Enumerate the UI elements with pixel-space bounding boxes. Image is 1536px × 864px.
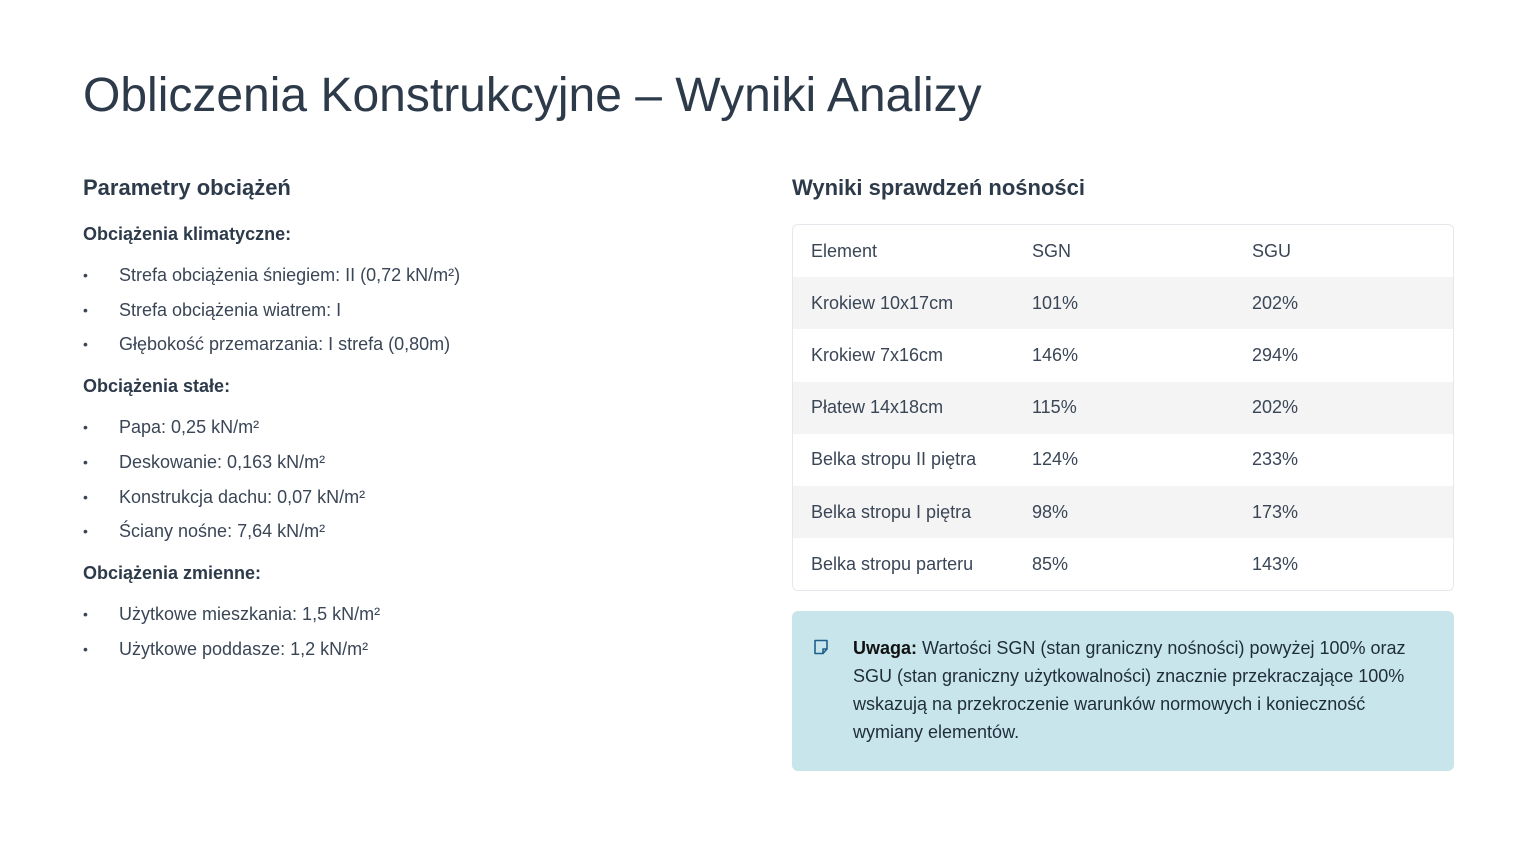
table-row [793, 486, 1453, 538]
climatic-loads-heading: Obciążenia klimatyczne: [83, 224, 292, 244]
table-row [793, 538, 1453, 590]
list-item-text: Strefa obciążenia wiatrem: I [119, 299, 342, 320]
table-row [793, 382, 1453, 434]
cell-sgu: 173% [1252, 501, 1299, 522]
table-row [793, 277, 1453, 329]
cell-element: Belka stropu II piętra [811, 449, 977, 470]
capacity-results-section [792, 170, 1454, 771]
cell-element: Płatew 14x18cm [811, 397, 944, 418]
page-title: Obliczenia Konstrukcyjne – Wyniki Analizy [83, 69, 982, 122]
column-header-element: Element [811, 240, 878, 261]
permanent-loads-heading: Obciążenia stałe: [83, 376, 231, 397]
cell-sgn: 101% [1032, 292, 1079, 313]
column-header-sgn: SGN [1032, 240, 1072, 261]
note-label: Uwaga: [853, 638, 918, 659]
cell-sgu: 233% [1252, 449, 1299, 470]
permanent-loads-list [83, 410, 723, 549]
column-header-sgu: SGU [1252, 240, 1292, 261]
cell-sgn: 124% [1032, 449, 1079, 470]
climatic-loads-list [83, 258, 723, 362]
list-item-text: Deskowanie: 0,163 kN/m² [119, 451, 326, 472]
cell-sgu: 202% [1252, 397, 1299, 418]
bullet-icon: • [83, 605, 88, 622]
warning-note [792, 611, 1454, 771]
cell-sgn: 98% [1032, 501, 1069, 522]
list-item [83, 327, 723, 362]
load-parameters-section [83, 170, 723, 676]
list-item [83, 445, 723, 480]
list-item [83, 632, 723, 667]
list-item [83, 597, 723, 632]
list-item-text: Użytkowe mieszkania: 1,5 kN/m² [119, 603, 381, 624]
list-item-text: Papa: 0,25 kN/m² [119, 417, 260, 438]
list-item [83, 293, 723, 328]
table-row [793, 329, 1453, 381]
cell-sgu: 294% [1252, 344, 1299, 365]
list-item [83, 514, 723, 549]
cell-element: Belka stropu I piętra [811, 501, 972, 522]
variable-loads-heading: Obciążenia zmienne: [83, 562, 262, 583]
table-header-row [793, 225, 1453, 277]
bullet-icon: • [83, 640, 88, 657]
cell-element: Belka stropu parteru [811, 553, 974, 574]
list-item-text: Konstrukcja dachu: 0,07 kN/m² [119, 486, 366, 507]
note-icon [812, 638, 830, 656]
list-item-text: Ściany nośne: 7,64 kN/m² [119, 521, 326, 542]
results-table-container [792, 224, 1454, 591]
bullet-icon: • [83, 419, 88, 436]
note-text: Wartości SGN (stan graniczny nośności) powyżej 100% oraz SGU (stan graniczny użytkowalności) znacznie przekraczające 100% wskazują na przekroczenie warunków normowych i konieczność wymiany elementów. [853, 638, 1406, 743]
bullet-icon: • [83, 336, 88, 353]
bullet-icon: • [83, 453, 88, 470]
list-item [83, 258, 723, 293]
variable-loads-list [83, 597, 723, 666]
load-parameters-heading: Parametry obciążeń [83, 175, 291, 200]
cell-sgn: 115% [1032, 397, 1077, 418]
cell-element: Krokiew 7x16cm [811, 344, 944, 365]
results-table [793, 225, 1453, 590]
bullet-icon: • [83, 301, 88, 318]
capacity-results-heading: Wyniki sprawdzeń nośności [792, 175, 1085, 200]
bullet-icon: • [83, 267, 88, 283]
table-row [793, 434, 1453, 486]
bullet-icon: • [83, 488, 88, 505]
cell-sgu: 143% [1252, 553, 1299, 574]
list-item [83, 480, 723, 515]
bullet-icon: • [83, 523, 88, 540]
cell-sgn: 146% [1032, 344, 1079, 365]
cell-sgu: 202% [1252, 292, 1299, 313]
cell-sgn: 85% [1032, 553, 1069, 574]
list-item-text: Głębokość przemarzania: I strefa (0,80m) [119, 334, 451, 355]
cell-element: Krokiew 10x17cm [811, 292, 954, 313]
list-item [83, 410, 723, 445]
list-item-text: Użytkowe poddasze: 1,2 kN/m² [119, 638, 369, 659]
list-item-text: Strefa obciążenia śniegiem: II (0,72 kN/m²) [119, 265, 461, 285]
